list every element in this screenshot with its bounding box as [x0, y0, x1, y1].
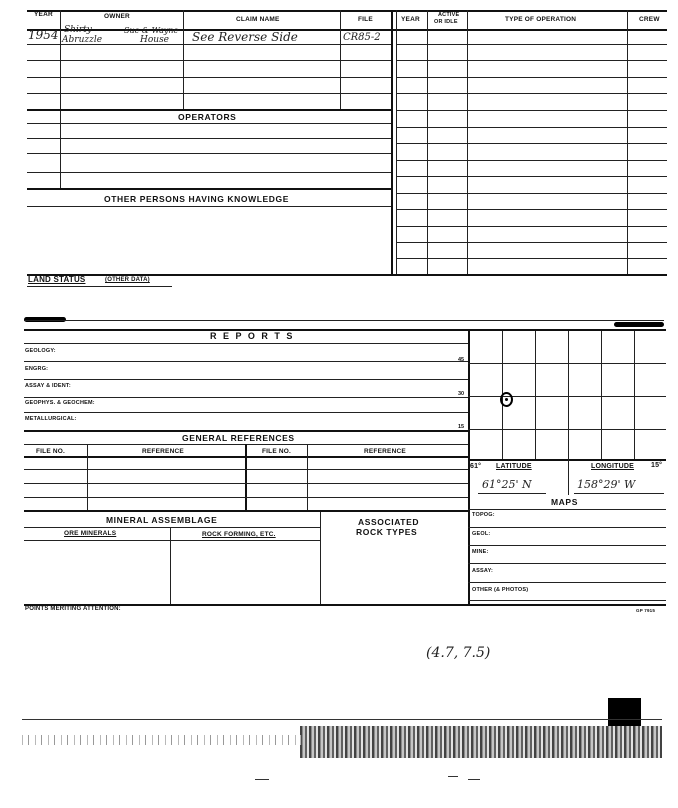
associated-heading-2: ROCK TYPES	[356, 527, 418, 537]
map-other: OTHER (& PHOTOS)	[472, 587, 529, 593]
col-file-no-2: FILE NO.	[262, 448, 292, 455]
maps-heading: MAPS	[551, 497, 578, 507]
operators-heading: OPERATORS	[178, 112, 237, 122]
longitude-label: LONGITUDE	[591, 463, 635, 470]
grid-number-15: 15	[458, 424, 465, 430]
header-type-of-operation: TYPE OF OPERATION	[505, 16, 577, 23]
associated-heading-1: ASSOCIATED	[358, 517, 420, 527]
ore-minerals-label: ORE MINERALS	[64, 530, 117, 537]
map-assay: ASSAY:	[472, 568, 494, 574]
reports-heading: R E P O R T S	[210, 331, 295, 341]
mineral-assemblage-heading: MINERAL ASSEMBLAGE	[106, 515, 218, 525]
report-geology: GEOLOGY:	[25, 348, 56, 354]
report-metallurgical: METALLURGICAL:	[25, 416, 77, 422]
entry-owner-line2: Abruzzle	[62, 35, 103, 45]
entry-claim-name: See Reverse Side	[192, 30, 298, 44]
map-mine: MINE:	[472, 549, 489, 555]
col-reference: REFERENCE	[142, 448, 184, 455]
entry-owner-line1: Shirty	[64, 25, 92, 35]
land-status-sub: (OTHER DATA)	[105, 277, 150, 283]
col-reference-2: REFERENCE	[364, 448, 406, 455]
header-active-idle-2: OR IDLE	[434, 19, 458, 25]
general-references-heading: GENERAL REFERENCES	[182, 433, 295, 443]
report-assay-ident: ASSAY & IDENT:	[25, 383, 71, 389]
entry-owner-extra-line1: Sue & Wayne	[124, 26, 179, 35]
col-file-no: FILE NO.	[36, 448, 66, 455]
map-geol: GEOL:	[472, 531, 491, 537]
header-owner: OWNER	[104, 13, 130, 20]
header-crew: CREW	[639, 16, 660, 23]
other-persons-heading: OTHER PERSONS HAVING KNOWLEDGE	[104, 194, 290, 204]
report-engrg: ENGRG:	[25, 366, 49, 372]
points-meriting-label: POINTS MERITING ATTENTION:	[25, 606, 121, 612]
entry-year: 1954	[28, 28, 59, 42]
header-active-idle-1: ACTIVE	[438, 12, 460, 18]
latitude-label: LATITUDE	[496, 463, 532, 470]
latitude-value: 61°25' N	[482, 478, 532, 491]
form-number: GP 7915	[636, 608, 656, 613]
handwritten-note: (4.7, 7.5)	[426, 645, 491, 661]
report-geophys: GEOPHYS. & GEOCHEM:	[25, 400, 95, 406]
land-status-label: LAND STATUS	[28, 275, 86, 284]
grid-number-30: 30	[458, 391, 465, 397]
header-year: YEAR	[34, 11, 53, 18]
entry-file: CR85-2	[343, 32, 381, 43]
header-file: FILE	[358, 16, 373, 23]
rock-forming-label: ROCK FORMING, ETC.	[202, 531, 276, 538]
header-year-right: YEAR	[401, 16, 420, 23]
lon-suffix: 15°	[651, 462, 663, 469]
lat-prefix: 61°	[470, 463, 482, 470]
grid-number-45: 45	[458, 357, 465, 363]
map-topog: TOPOG:	[472, 512, 495, 518]
header-claim-name: CLAIM NAME	[236, 16, 280, 23]
longitude-value: 158°29' W	[577, 478, 636, 491]
entry-owner-extra-line2: House	[140, 35, 170, 45]
